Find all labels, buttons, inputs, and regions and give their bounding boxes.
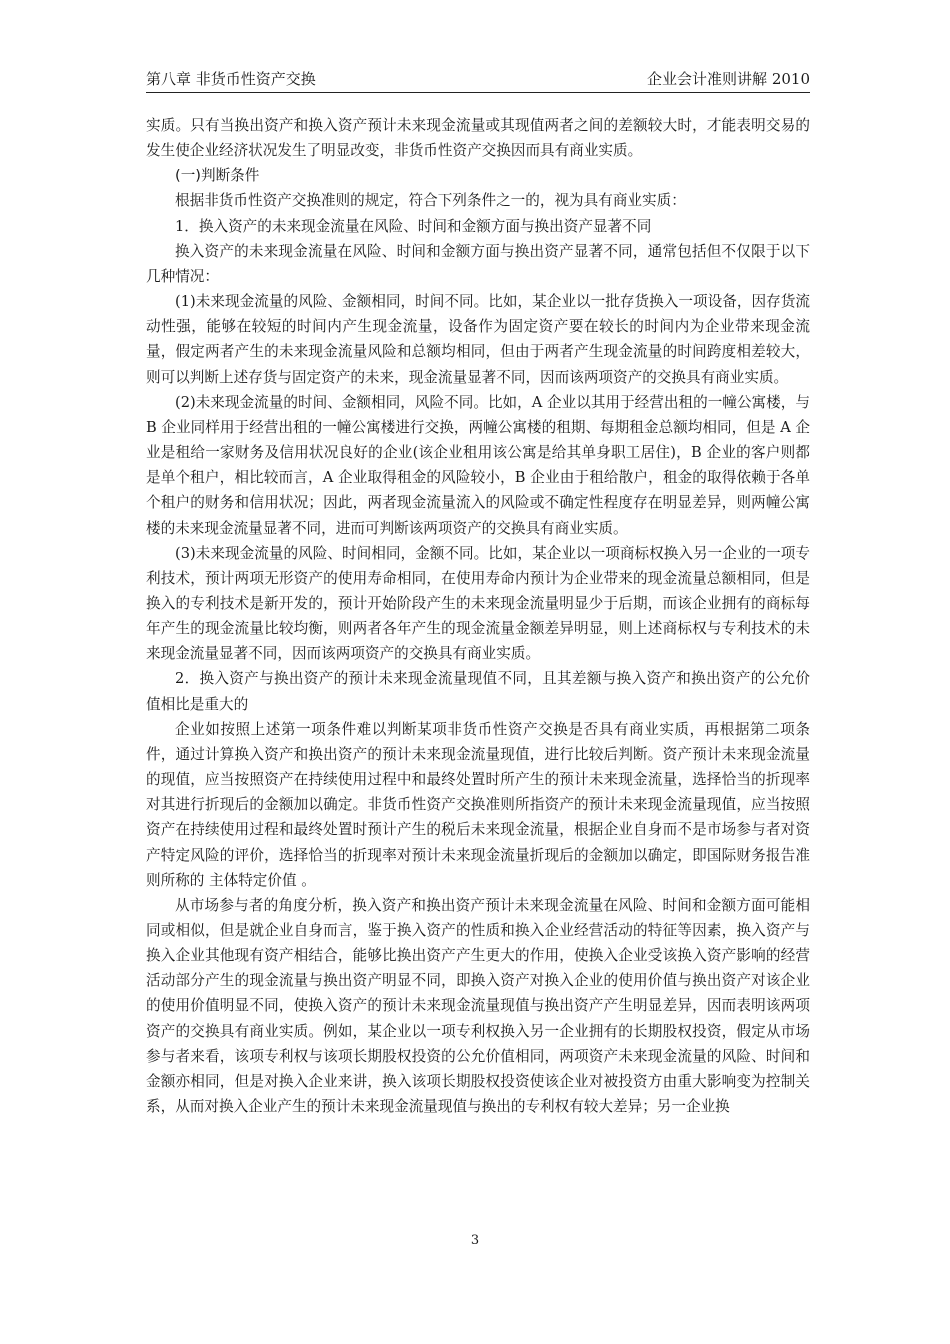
chapter-title: 第八章 非货币性资产交换 (146, 70, 316, 88)
page-number: 3 (470, 1233, 480, 1248)
running-header (146, 66, 810, 92)
paragraph: 企业如按照上述第一项条件难以判断某项非货币性资产交换是否具有商业实质，再根据第二项条件，通过计算换入资产和换出资产的预计未来现金流量现值，进行比较后判断。资产预计未来现金流量的现值，应当按照资产在持续使用过程中和最终处置时所产生的预计未来现金流量，选择恰当的折现率对其进行折现后的金额加以确定。非货币性资产交换准则所指资产的预计未来现金流量现值，应当按照资产在持续使用过程和最终处置时预计产生的税后未来现金流量，根据企业自身而不是市场参与者对资产特定风险的评价，选择恰当的折现率对预计未来现金流量折现后的金额加以确定，即国际财务报告准则所称的 主体特定价值 。 (146, 720, 810, 889)
paragraph: 根据非货币性资产交换准则的规定，符合下列条件之一的，视为具有商业实质： (175, 192, 686, 210)
case-3: (3)未来现金流量的风险、时间相同，金额不同。比如，某企业以一项商标权换入另一企业的一项专利技术，预计两项无形资产的使用寿命相同，在使用寿命内预计为企业带来的现金流量总额相同，但是换入的专利技术是新开发的，预计开始阶段产生的未来现金流量明显少于后期，而该企业拥有的商标每年产生的现金流量比较均衡，则两者各年产生的现金流量金额差异明显，则上述商标权与专利技术的未来现金流量显著不同，因而该两项资产的交换具有商业实质。 (146, 544, 810, 663)
condition-heading-2: 2．换入资产与换出资产的预计未来现金流量现值不同，且其差额与换入资产和换出资产的公允价值相比是重大的 (146, 670, 810, 713)
case-2: (2)未来现金流量的时间、金额相同，风险不同。比如，A 企业以其用于经营出租的一幢公寓楼，与 B 企业同样用于经营出租的一幢公寓楼进行交换，两幢公寓楼的租期、每期租金总额均相同，但是 A 企业是租给一家财务及信用状况良好的企业(该企业租用该公寓是给其单身职工居住)，B 企业的客户则都是单个租户，相比较而言，A 企业取得租金的风险较小，B 企业由于租给散户，租金的取得依赖于各单个租户的财务和信用状况；因此，两者现金流量流入的风险或不确定性程度存在明显差异，则两幢公寓楼的未来现金流量显著不同，进而可判断该两项资产的交换具有商业实质。 (146, 393, 810, 537)
section-heading: (一)判断条件 (175, 167, 260, 185)
paragraph: 从市场参与者的角度分析，换入资产和换出资产预计未来现金流量在风险、时间和金额方面可能相同或相似，但是就企业自身而言，鉴于换入资产的性质和换入企业经营活动的特征等因素，换入资产与换入企业其他现有资产相结合，能够比换出资产产生更大的作用，使换入企业受该换入资产影响的经营活动部分产生的现金流量与换出资产明显不同，即换入资产对换入企业的使用价值与换出资产对该企业的使用价值明显不同，使换入资产的预计未来现金流量现值与换出资产产生明显差异，因而表明该两项资产的交换具有商业实质。例如，某企业以一项专利权换入另一企业拥有的长期股权投资，假定从市场参与者来看，该项专利权与该项长期股权投资的公允价值相同，两项资产未来现金流量的风险、时间和金额亦相同，但是对换入企业来讲，换入该项长期股权投资使该企业对被投资方由重大影响变为控制关系，从而对换入企业产生的预计未来现金流量现值与换出的专利权有较大差异；另一企业换 (146, 896, 810, 1116)
book-title: 企业会计准则讲解 2010 (647, 70, 810, 88)
paragraph: 换入资产的未来现金流量在风险、时间和金额方面与换出资产显著不同，通常包括但不仅限于以下几种情况： (146, 242, 810, 285)
condition-heading-1: 1．换入资产的未来现金流量在风险、时间和金额方面与换出资产显著不同 (175, 217, 652, 235)
header-rule (146, 92, 810, 93)
page-body (146, 113, 810, 1119)
case-1: (1)未来现金流量的风险、金额相同，时间不同。比如，某企业以一批存货换入一项设备，因存货流动性强，能够在较短的时间内产生现金流量，设备作为固定资产要在较长的时间内为企业带来现金流量，假定两者产生的未来现金流量风险和总额均相同，但由于两者产生现金流量的时间跨度相差较大，则可以判断上述存货与固定资产的未来，现金流量显著不同，因而该两项资产的交换具有商业实质。 (146, 293, 810, 386)
paragraph-continuation: 实质。只有当换出资产和换入资产预计未来现金流量或其现值两者之间的差额较大时，才能表明交易的发生使企业经济状况发生了明显改变，非货币性资产交换因而具有商业实质。 (146, 117, 810, 160)
